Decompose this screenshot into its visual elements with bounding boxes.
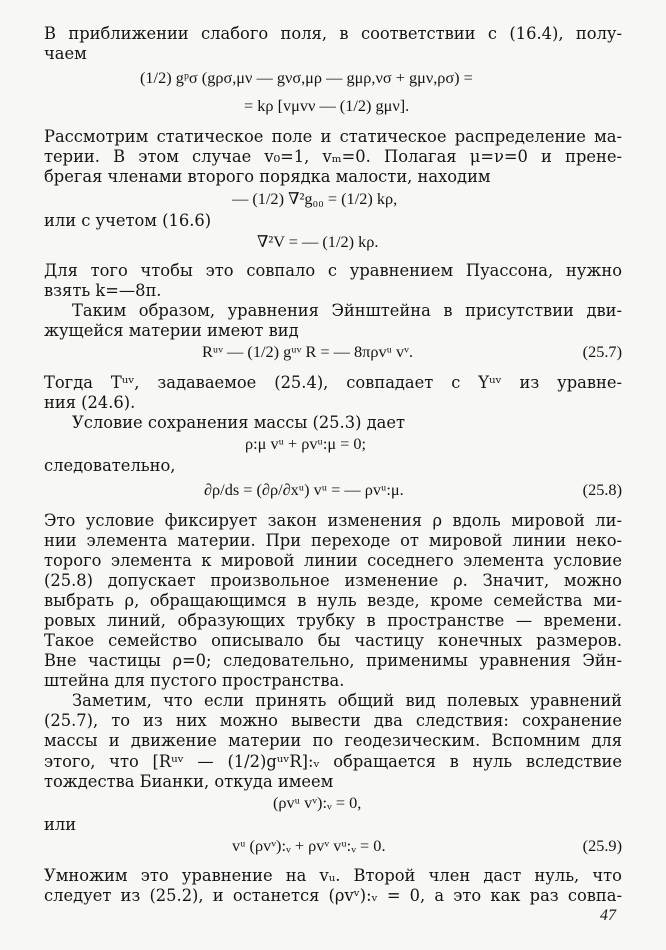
text-line: или <box>44 815 77 834</box>
text-line: Умножим это уравнение на vᵤ. Второй член даст нуль, что <box>44 866 622 885</box>
equation: (1/2) gᵖσ (gρσ,μν — gνσ,μρ — gμρ,νσ + gμν,ρσ) = <box>140 68 473 87</box>
text-line: нии элемента материи. При переходе от мировой линии неко- <box>44 531 622 550</box>
equation-number: (25.7) <box>582 342 622 361</box>
text-line: (25.7), то из них можно вывести два следствия: сохранение <box>44 711 622 730</box>
text-line: жущейся материи имеют вид <box>44 321 299 340</box>
text-line: выбрать ρ, обращающимся в нуль везде, кроме семейства ми- <box>44 591 622 610</box>
text-line: следовательно, <box>44 456 176 475</box>
text-line: чаем <box>44 44 87 63</box>
equation: = kρ [vμvν — (1/2) gμν]. <box>244 96 410 115</box>
text-line: торого элемента к мировой линии соседнего элемента условие <box>44 551 622 570</box>
text-line: Условие сохранения массы (25.3) дает <box>72 413 405 432</box>
text-line: В приближении слабого поля, в соответствии с (16.4), полу- <box>44 24 622 43</box>
text-line: этого, что [Rᵘᵛ — (1/2)gᵘᵛR]:ᵥ обращается в нуль вследствие <box>44 752 622 771</box>
text-line: ровых линий, образующих трубку в пространстве — времени. <box>44 611 622 630</box>
text-line: терии. В этом случае v₀=1, vₘ=0. Полагая μ=ν=0 и пренe- <box>44 147 622 166</box>
text-line: Это условие фиксирует закон изменения ρ вдоль мировой ли- <box>44 511 622 530</box>
equation: ∇²V = — (1/2) kρ. <box>257 232 379 251</box>
text-line: ния (24.6). <box>44 393 136 412</box>
text-line: (25.8) допускает произвольное изменение ρ. Значит, можно <box>44 571 622 590</box>
text-line: Вне частицы ρ=0; следовательно, применимы уравнения Эйн- <box>44 651 622 670</box>
text-line: Таким образом, уравнения Эйнштейна в присутствии дви- <box>72 301 622 320</box>
text-line: Для того чтобы это совпало с уравнением Пуассона, нужно <box>44 261 622 280</box>
text-line: брегая членами второго порядка малости, находим <box>44 167 491 186</box>
page-number: 47 <box>600 907 616 924</box>
text-line: массы и движение материи по геодезическим. Вспомним для <box>44 731 622 750</box>
text-line: Тогда Tᵘᵛ, задаваемое (25.4), совпадает с Yᵘᵛ из уравне- <box>44 373 622 392</box>
equation: ρ:μ vᵘ + ρvᵘ:μ = 0; <box>245 434 367 453</box>
equation-number: (25.8) <box>582 480 622 499</box>
text-line: Заметим, что если принять общий вид полевых уравнений <box>72 691 622 710</box>
equation-number: (25.9) <box>582 836 622 855</box>
equation: vᵘ (ρvᵛ):ᵥ + ρvᵛ vᵘ:ᵥ = 0. <box>232 836 386 855</box>
equation: — (1/2) ∇²g₀₀ = (1/2) kρ, <box>232 189 398 208</box>
text-line: штейна для пустого пространства. <box>44 671 345 690</box>
text-line: или с учетом (16.6) <box>44 211 212 230</box>
text-line: следует из (25.2), и останется (ρvᵛ):ᵥ = 0, а это как раз совпа- <box>44 886 622 905</box>
equation: ∂ρ/ds = (∂ρ/∂xᵘ) vᵘ = — ρvᵘ:μ. <box>204 480 404 499</box>
text-line: тождества Бианки, откуда имеем <box>44 772 334 791</box>
text-line: Рассмотрим статическое поле и статическое распределение ма- <box>44 127 622 146</box>
text-line: взять k=—8π. <box>44 281 162 300</box>
text-line: Такое семейство описывало бы частицу конечных размеров. <box>44 631 622 650</box>
equation: (ρvᵘ vᵛ):ᵥ = 0, <box>273 793 362 812</box>
equation: Rᵘᵛ — (1/2) gᵘᵛ R = — 8πρvᵘ vᵛ. <box>202 342 414 361</box>
